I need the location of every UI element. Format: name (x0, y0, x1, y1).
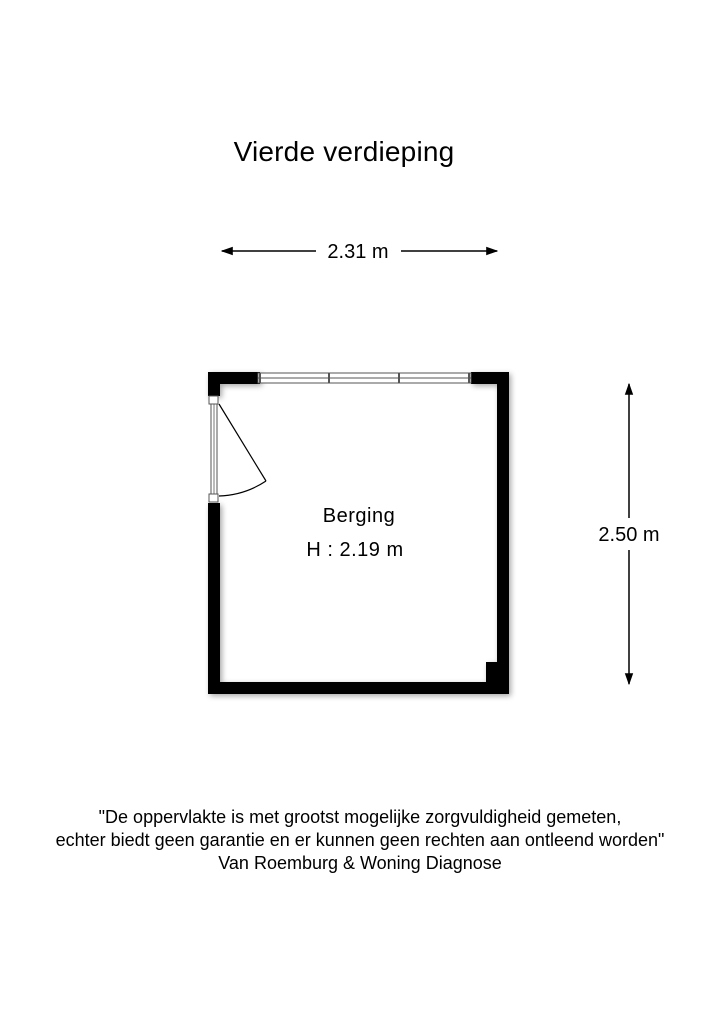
wall-bottom (208, 682, 509, 694)
door-swing-arc (219, 481, 266, 496)
door-jamb-top (209, 396, 218, 404)
window-top (258, 373, 471, 383)
height-dimension-label: 2.50 m (598, 524, 660, 546)
room-ceiling-height: H : 2.19 m (306, 539, 404, 561)
corner-column (486, 662, 502, 686)
width-dimension-label: 2.31 m (327, 241, 389, 263)
floor-title: Vierde verdieping (233, 136, 455, 167)
door (209, 396, 266, 502)
wall-right (497, 372, 509, 694)
disclaimer (0, 806, 720, 875)
room-name: Berging (322, 505, 396, 527)
wall-left-lower (208, 503, 220, 694)
room-walls (208, 372, 509, 694)
wall-left-top-stub (208, 372, 220, 396)
disclaimer-line-3: Van Roemburg & Woning Diagnose (218, 853, 502, 873)
width-dimension (222, 241, 497, 263)
height-dimension (590, 384, 668, 684)
disclaimer-line-2: echter biedt geen garantie en er kunnen geen rechten aan ontleend worden" (55, 830, 665, 850)
disclaimer-line-1: "De oppervlakte is met grootst mogelijke zorgvuldigheid gemeten, (98, 807, 622, 827)
door-jamb-bottom (209, 494, 218, 502)
door-swing-edge (219, 404, 266, 481)
